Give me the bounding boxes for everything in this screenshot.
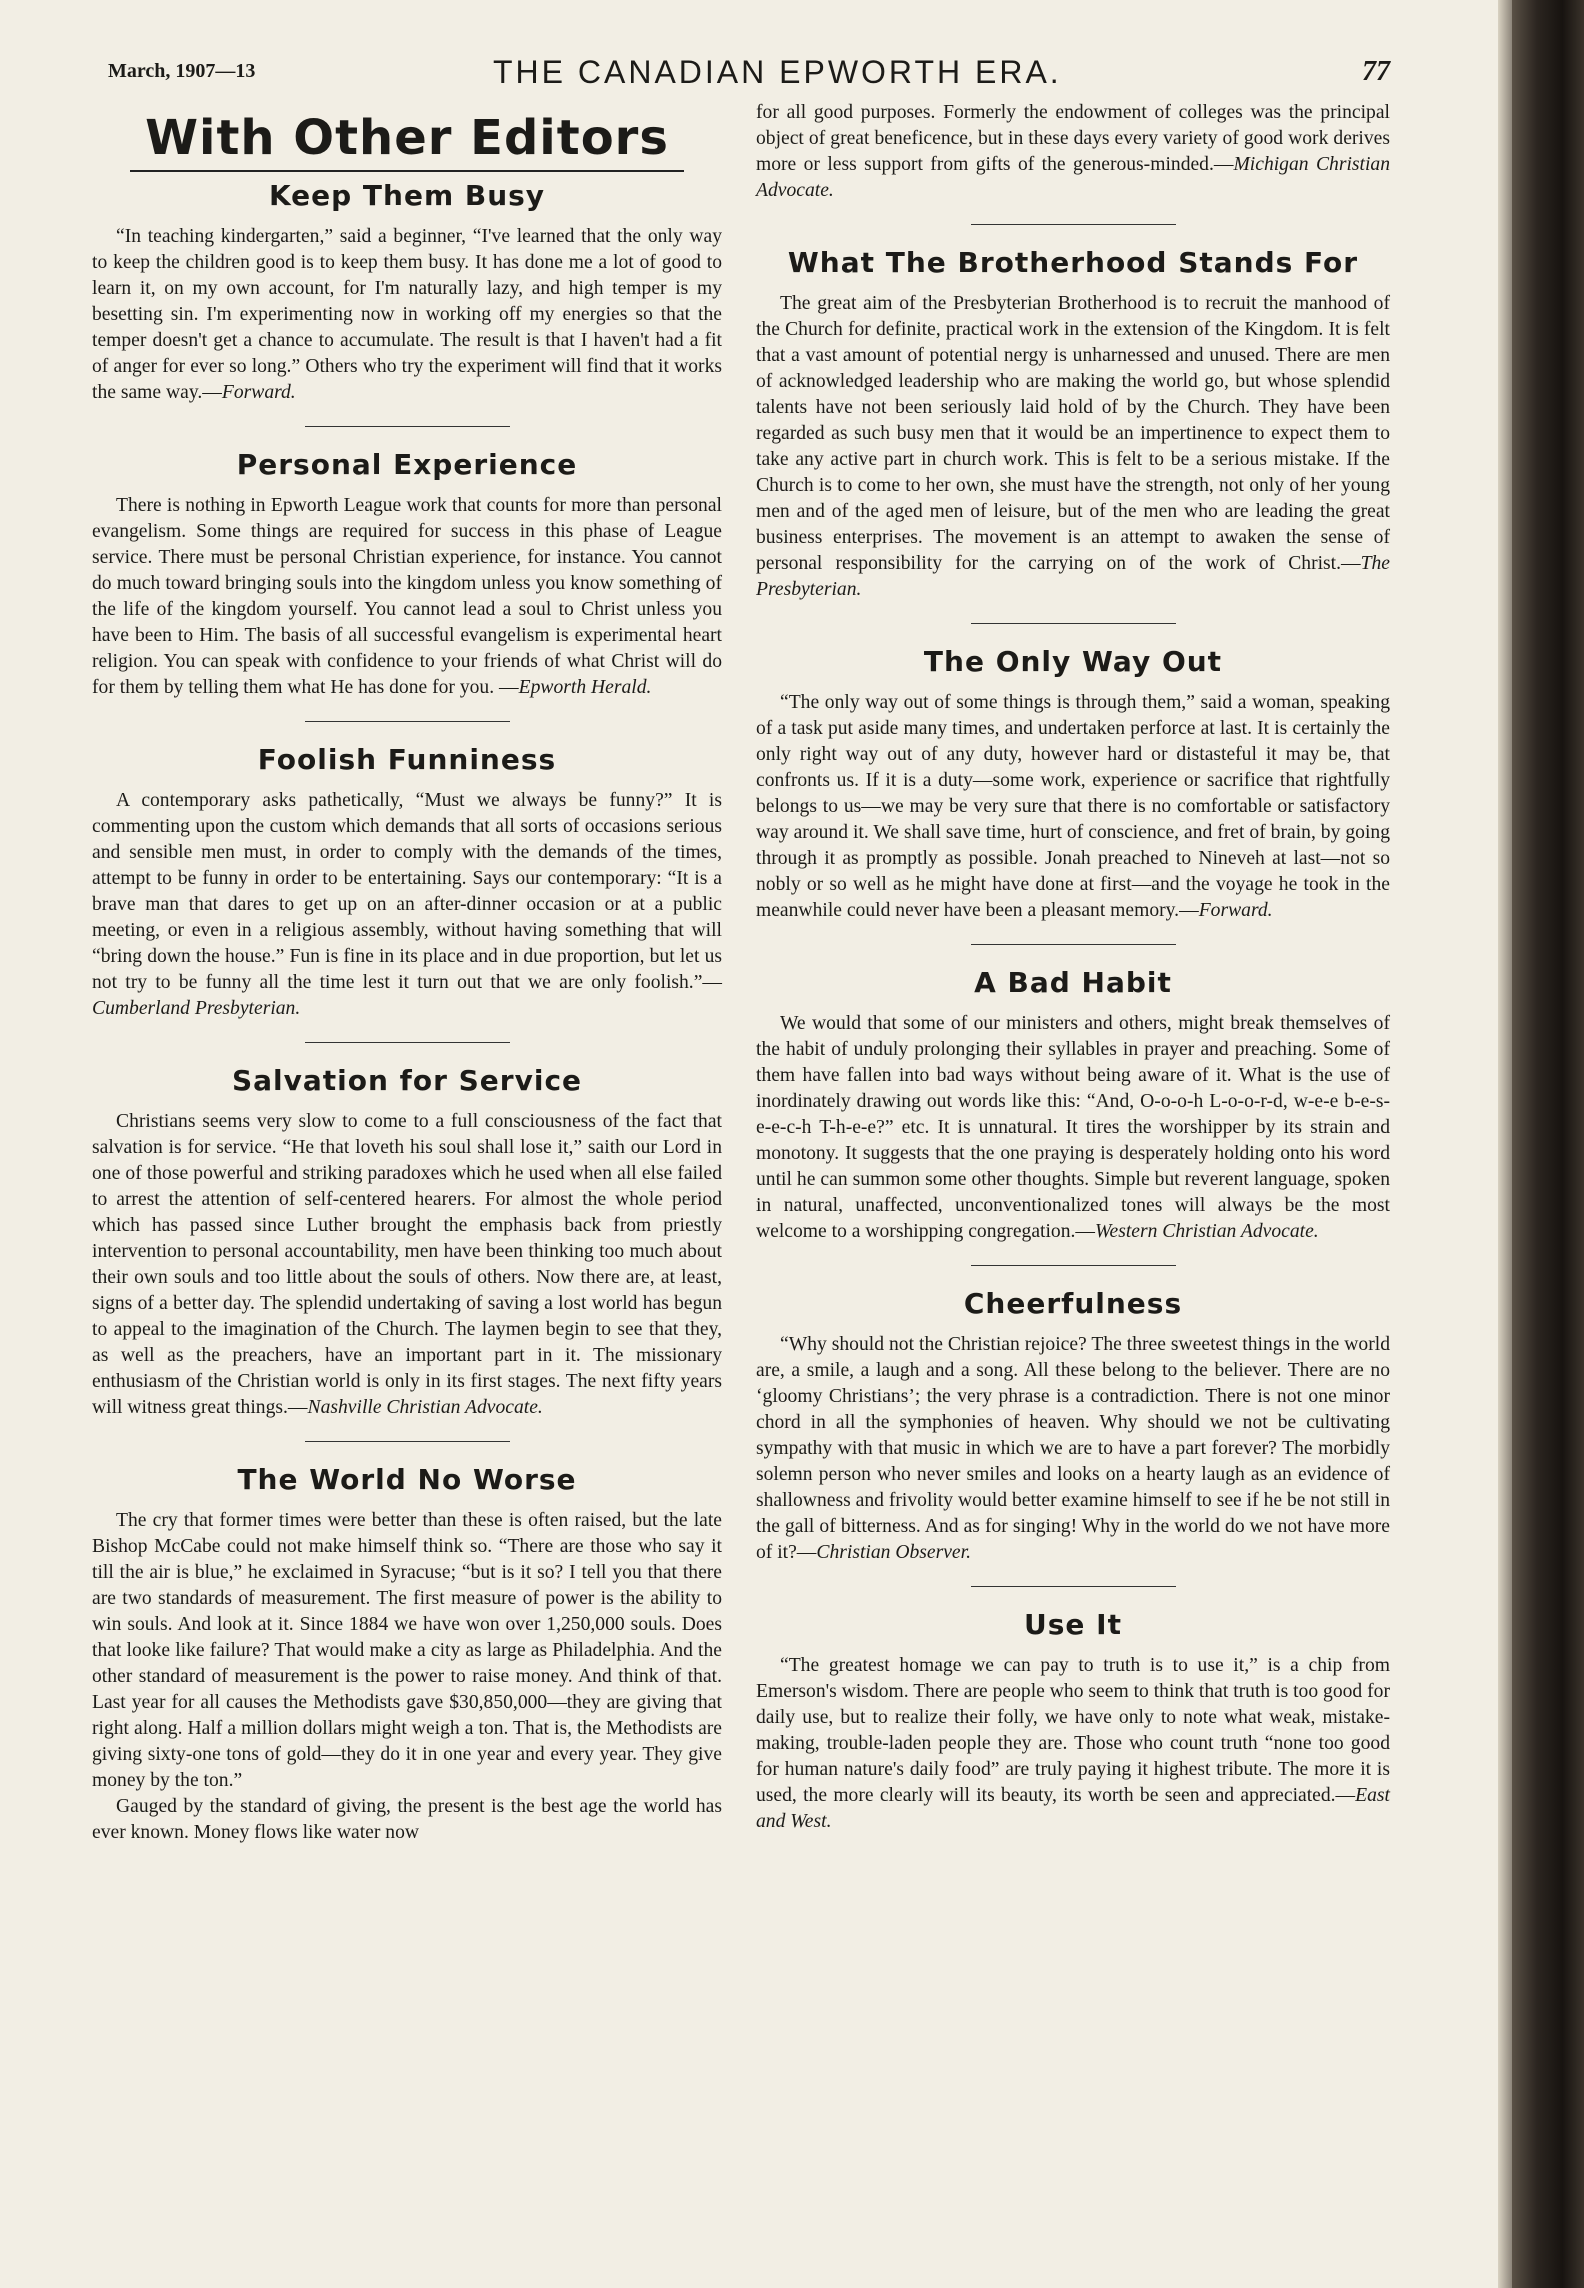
paragraph-text: “The only way out of some things is through them,” said a woman, speaking of a task put aside many times, and undertaken perforce at last. It is certainly the only right way out of any duty, however hard or distasteful it may be, that confronts us. If it is a duty—some work, experience or sacrifice that rightfully belongs to us—we may be very sure that there is no comfortable or satisfactory way around it. We shall save time, hurt of conscience, and fret of brain, by going through it as promptly as possible. Jonah preached to Nineveh at last—not so nobly or so well as he might have done at first—and the voyage he took in the meanwhile could never have been a pleasant memory.— — [756, 692, 1390, 921]
article-paragraph — [756, 291, 1390, 603]
article-paragraph — [92, 1794, 722, 1846]
article-title: Cheerfulness — [963, 1287, 1183, 1320]
article-title: Use It — [1024, 1608, 1122, 1641]
source-attribution: Western Christian Advocate. — [1095, 1221, 1319, 1242]
paragraph-text: for all good purposes. Formerly the endowment of colleges was the principal object of great beneficence, but in these days every variety of good work derives more or less support from gifts of the generous-minded.— — [756, 102, 1390, 175]
source-attribution: Cumberland Presbyterian. — [92, 998, 301, 1019]
title-rule — [130, 170, 684, 172]
article — [756, 1288, 1390, 1566]
article-paragraph — [92, 1109, 722, 1421]
article-title: The World No Worse — [237, 1463, 577, 1496]
section-title: With Other Editors — [145, 110, 669, 166]
paragraph-text: Gauged by the standard of giving, the present is the best age the world has ever known. Money flows like water now — [92, 1796, 722, 1843]
source-attribution: Epworth Herald. — [518, 677, 652, 698]
page-number: 77 — [1362, 56, 1390, 87]
paragraph-text: The great aim of the Presbyterian Brotherhood is to recruit the manhood of the Church for definite, practical work in the extension of the Kingdom. It is felt that a vast amount of potential nergy is unharnessed and unused. There are men of acknowledged leadership who are making the world go, but whose splendid talents have not been seriously laid hold of by the Church. They have been regarded as such busy men that it would be an impertinence to expect them to take any active part in church work. This is felt to be a serious mistake. If the Church is to come to her own, she must have the strength, not only of her young men and of the aged men of leisure, but of the men who are leading the great business enterprises. The movement is an attempt to awaken the sense of personal responsibility for the carrying on of the work of Christ.— — [756, 293, 1390, 574]
article — [756, 967, 1390, 1245]
source-attribution: The Presbyterian. — [756, 553, 1390, 600]
source-attribution: Christian Observer. — [816, 1542, 971, 1563]
article-paragraph — [756, 1011, 1390, 1245]
page-edge — [1498, 0, 1512, 2288]
article-separator — [305, 1042, 510, 1043]
book-binding — [1512, 0, 1584, 2288]
paragraph-text: The cry that former times were better than these is often raised, but the late Bishop McCabe could not make himself think so. “There are those who say it till the air is blue,” he exclaimed in Syracuse; “but is it so? I tell you that there are two standards of measurement. The first measure of power is the ability to win souls. And look at it. Since 1884 we have won over 1,250,000 souls. Does that looke like failure? That would make a city as large as Philadelphia. And the other standard of measurement is the power to raise money. And think of that. Last year for all causes the Methodists gave $30,850,000—they are giving that right along. Half a million dollars might weigh a ton. That is, the Methodists are giving sixty-one tons of gold—they do it in one year and every year. They give money by the ton.” — [92, 1510, 722, 1791]
article-title: Foolish Funniness — [257, 743, 557, 776]
article-paragraph — [92, 224, 722, 406]
paragraph-text: There is nothing in Epworth League work that counts for more than personal evangelism. Some things are required for success in this phase of League service. There must be personal Christian experience, for instance. You cannot do much toward bringing souls into the kingdom unless you know something of the life of the kingdom yourself. You cannot lead a soul to Christ unless you have been to Him. The basis of all successful evangelism is experimental heart religion. You can speak with confidence to your friends of what Christ will do for them by telling them what He has done for you. — — [92, 495, 722, 698]
article — [92, 180, 722, 406]
article-separator — [971, 944, 1176, 945]
article — [756, 1609, 1390, 1835]
issue-date: March, 1907—13 — [108, 60, 256, 82]
source-attribution: Forward. — [221, 382, 296, 403]
right-column — [756, 100, 1390, 1835]
source-attribution: Michigan Christian Advocate. — [756, 154, 1390, 201]
article — [756, 646, 1390, 924]
article-paragraph — [756, 100, 1390, 204]
paragraph-text: A contemporary asks pathetically, “Must we always be funny?” It is commenting upon the custom which demands that all sorts of occasions serious and sensible men must, in order to comply with the demands of the times, attempt to be funny in order to be entertaining. Says our contemporary: “It is a brave man that dares to get up on an after-dinner occasion or at a public meeting, or even in a religious assembly, without having something that will “bring down the house.” Fun is fine in its place and in due proportion, but let us not try to be funny all the time lest it turn out that we are only foolish.”— — [92, 790, 722, 993]
article-separator — [305, 721, 510, 722]
paragraph-text: “The greatest homage we can pay to truth is to use it,” is a chip from Emerson's wisdom. There are people who seem to think that truth is too good for daily use, but to realize their folly, we have only to note what weak, mistake-making, trouble-laden people they are. Those who count truth “none too good for human nature's daily food” are truly paying it highest tribute. The more it is used, the more clearly will its beauty, its worth be seen and appreciated.— — [756, 1655, 1390, 1806]
article-paragraph — [756, 1332, 1390, 1566]
article-title: A Bad Habit — [974, 966, 1172, 999]
article-paragraph — [756, 690, 1390, 924]
article-title: Personal Experience — [236, 448, 578, 481]
article-separator — [305, 426, 510, 427]
running-head — [108, 54, 1390, 94]
article — [756, 247, 1390, 603]
source-attribution: Nashville Christian Advocate. — [307, 1397, 543, 1418]
article-separator — [305, 1441, 510, 1442]
article-separator — [971, 623, 1176, 624]
paragraph-text: We would that some of our ministers and others, might break themselves of the habit of unduly prolonging their syllables in prayer and preaching. Some of them have fallen into bad ways without being aware of it. What is the use of inordinately drawing out words like this: “And, O-o-o-h L-o-o-r-d, w-e-e b-e-s-e-e-c-h T-h-e-e?” etc. It is unnatural. It tires the worshipper by its strain and monotony. It suggests that the one praying is desperately holding onto his word until he can summon some other thoughts. Simple but reverent language, spoken in natural, unaffected, unconventionalized tones will always be the most welcome to a worshipping congregation.— — [756, 1013, 1390, 1242]
article — [92, 1464, 722, 1846]
article-paragraph — [756, 1653, 1390, 1835]
article-title: The Only Way Out — [923, 645, 1223, 678]
paragraph-text: “Why should not the Christian rejoice? The three sweetest things in the world are, a smile, a laugh and a song. All these belong to the believer. There are no ‘gloomy Christians’; the very phrase is a contradiction. There is not one minor chord in all the symphonies of heaven. Why should we not be cultivating sympathy with that music in which we are to have a part forever? The morbidly solemn person who never smiles and looks on a hearty laugh as an evidence of shallowness and frivolity would better examine himself to see if he be not still in the gall of bitterness. And as for singing! Why in the world do we not have more of it?— — [756, 1334, 1390, 1563]
article-paragraph — [92, 493, 722, 701]
article — [756, 100, 1390, 204]
paragraph-text: Christians seems very slow to come to a full consciousness of the fact that salvation is for service. “He that loveth his soul shall lose it,” saith our Lord in one of those powerful and striking paradoxes which he used when all else failed to arrest the attention of self-centered hearers. For almost the whole period which has passed since Luther brought the emphasis back from priestly intervention to personal accountability, men have been thinking too much about their own souls and too little about the souls of others. Now there are, at least, signs of a better day. The splendid undertaking of saving a lost world has begun to appeal to the imagination of the Church. The laymen begin to see that they, as well as the preachers, have an important part in it. The missionary enthusiasm of the Christian world is only in its first stages. The next fifty years will witness great things.— — [92, 1111, 722, 1418]
article-separator — [971, 1265, 1176, 1266]
article — [92, 744, 722, 1022]
article-title: What The Brotherhood Stands For — [787, 246, 1359, 279]
article — [92, 449, 722, 701]
article-paragraph — [92, 1508, 722, 1794]
paragraph-text: “In teaching kindergarten,” said a beginner, “I've learned that the only way to keep the children good is to keep them busy. It has done me a lot of good to learn it, on my own account, for I'm naturally lazy, and high temper is my besetting sin. I'm experimenting now in working off my energies so that the temper doesn't get a chance to accumulate. The result is that I haven't had a fit of anger for ever so long.” Others who try the experiment will find that it works the same way.— — [92, 226, 722, 403]
source-attribution: Forward. — [1198, 900, 1273, 921]
source-attribution: East and West. — [756, 1785, 1390, 1832]
article-separator — [971, 224, 1176, 225]
publication-title: THE CANADIAN EPWORTH ERA. — [493, 54, 1062, 90]
article-title: Salvation for Service — [231, 1064, 583, 1097]
left-column — [92, 100, 722, 1846]
article-paragraph — [92, 788, 722, 1022]
article — [92, 1065, 722, 1421]
article-title: Keep Them Busy — [268, 179, 546, 212]
article-separator — [971, 1586, 1176, 1587]
